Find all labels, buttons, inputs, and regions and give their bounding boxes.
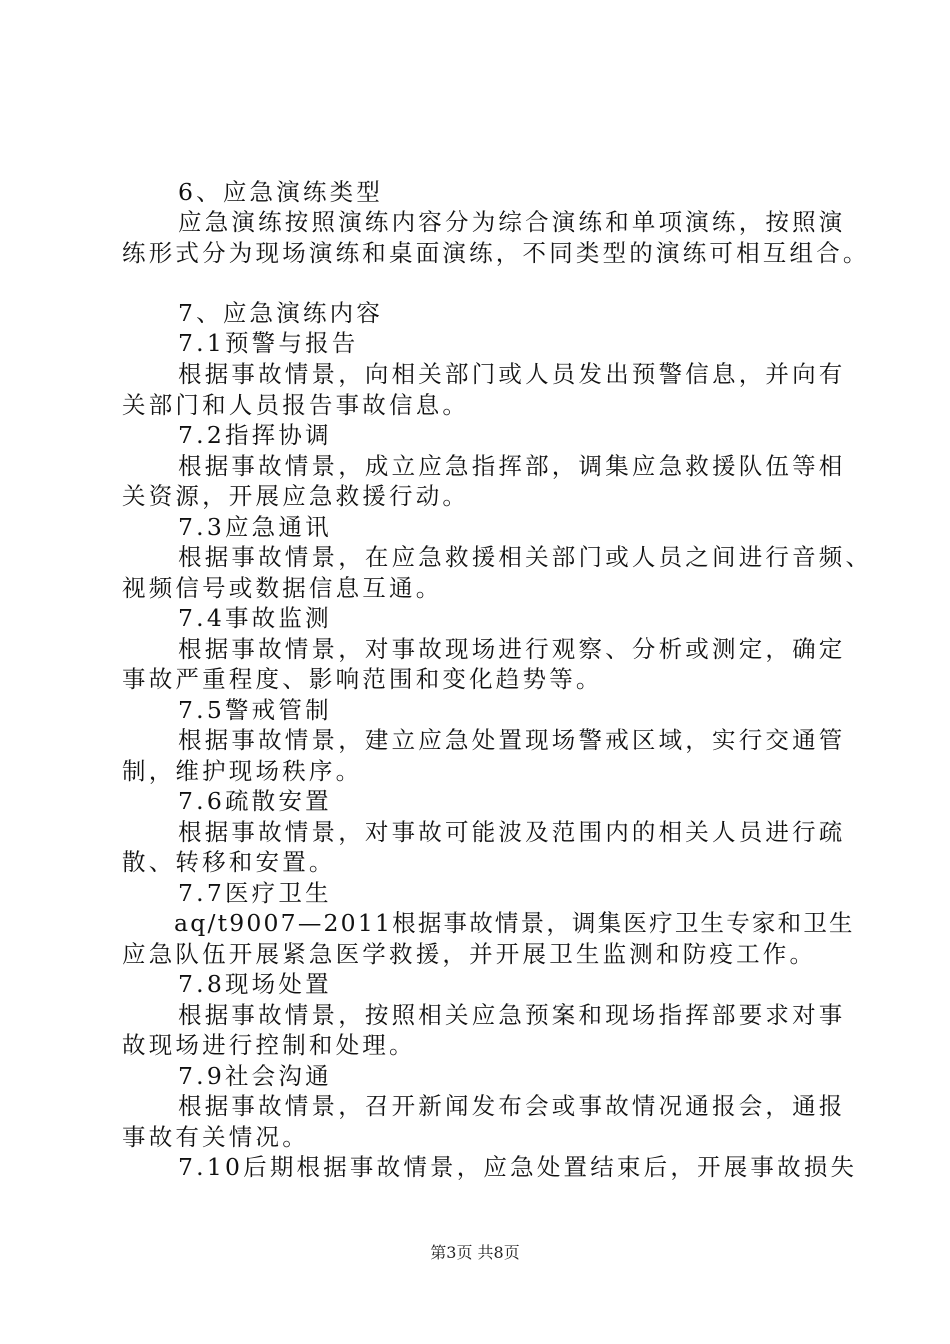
- subsection-heading: 7.7医疗卫生: [178, 879, 332, 907]
- paragraph-line: 视频信号或数据信息互通。: [122, 574, 443, 602]
- subsection-heading: 7.1预警与报告: [178, 329, 359, 357]
- paragraph-line: aq/t9007—2011根据事故情景，调集医疗卫生专家和卫生: [174, 909, 855, 937]
- paragraph-line: 应急队伍开展紧急医学救援，并开展卫生监测和防疫工作。: [122, 940, 817, 968]
- paragraph-line: 故现场进行控制和处理。: [122, 1031, 416, 1059]
- subsection-heading: 7.5警戒管制: [178, 696, 332, 724]
- subsection-heading: 7.8现场处置: [178, 970, 332, 998]
- paragraph-line: 制，维护现场秩序。: [122, 757, 363, 785]
- paragraph-line: 根据事故情景，对事故现场进行观察、分析或测定，确定: [178, 635, 846, 663]
- paragraph-line: 根据事故情景，召开新闻发布会或事故情况通报会，通报: [178, 1092, 846, 1120]
- paragraph-line: 关资源，开展应急救援行动。: [122, 482, 470, 510]
- paragraph-line: 应急演练按照演练内容分为综合演练和单项演练，按照演: [178, 208, 846, 236]
- subsection-heading: 7.3应急通讯: [178, 513, 332, 541]
- paragraph-line: 根据事故情景，向相关部门或人员发出预警信息，并向有: [178, 360, 846, 388]
- section-heading: 7、应急演练内容: [178, 299, 384, 327]
- paragraph-line: 事故有关情况。: [122, 1123, 309, 1151]
- paragraph-line: 散、转移和安置。: [122, 848, 336, 876]
- paragraph-line: 关部门和人员报告事故信息。: [122, 391, 470, 419]
- paragraph-line: 7.10后期根据事故情景，应急处置结束后，开展事故损失: [178, 1153, 858, 1181]
- paragraph-line: 根据事故情景，对事故可能波及范围内的相关人员进行疏: [178, 818, 846, 846]
- paragraph-line: 事故严重程度、影响范围和变化趋势等。: [122, 665, 603, 693]
- paragraph-line: 根据事故情景，按照相关应急预案和现场指挥部要求对事: [178, 1001, 846, 1029]
- subsection-heading: 7.6疏散安置: [178, 787, 332, 815]
- paragraph-line: 根据事故情景，建立应急处置现场警戒区域，实行交通管: [178, 726, 846, 754]
- paragraph-line: 根据事故情景，在应急救援相关部门或人员之间进行音频、: [178, 543, 873, 571]
- paragraph-line: 练形式分为现场演练和桌面演练，不同类型的演练可相互组合。: [122, 239, 870, 267]
- page-footer: 第3页 共8页: [430, 1243, 520, 1262]
- section-heading: 6、应急演练类型: [178, 178, 384, 206]
- subsection-heading: 7.4事故监测: [178, 604, 332, 632]
- subsection-heading: 7.2指挥协调: [178, 421, 332, 449]
- paragraph-line: 根据事故情景，成立应急指挥部，调集应急救援队伍等相: [178, 452, 846, 480]
- subsection-heading: 7.9社会沟通: [178, 1062, 332, 1090]
